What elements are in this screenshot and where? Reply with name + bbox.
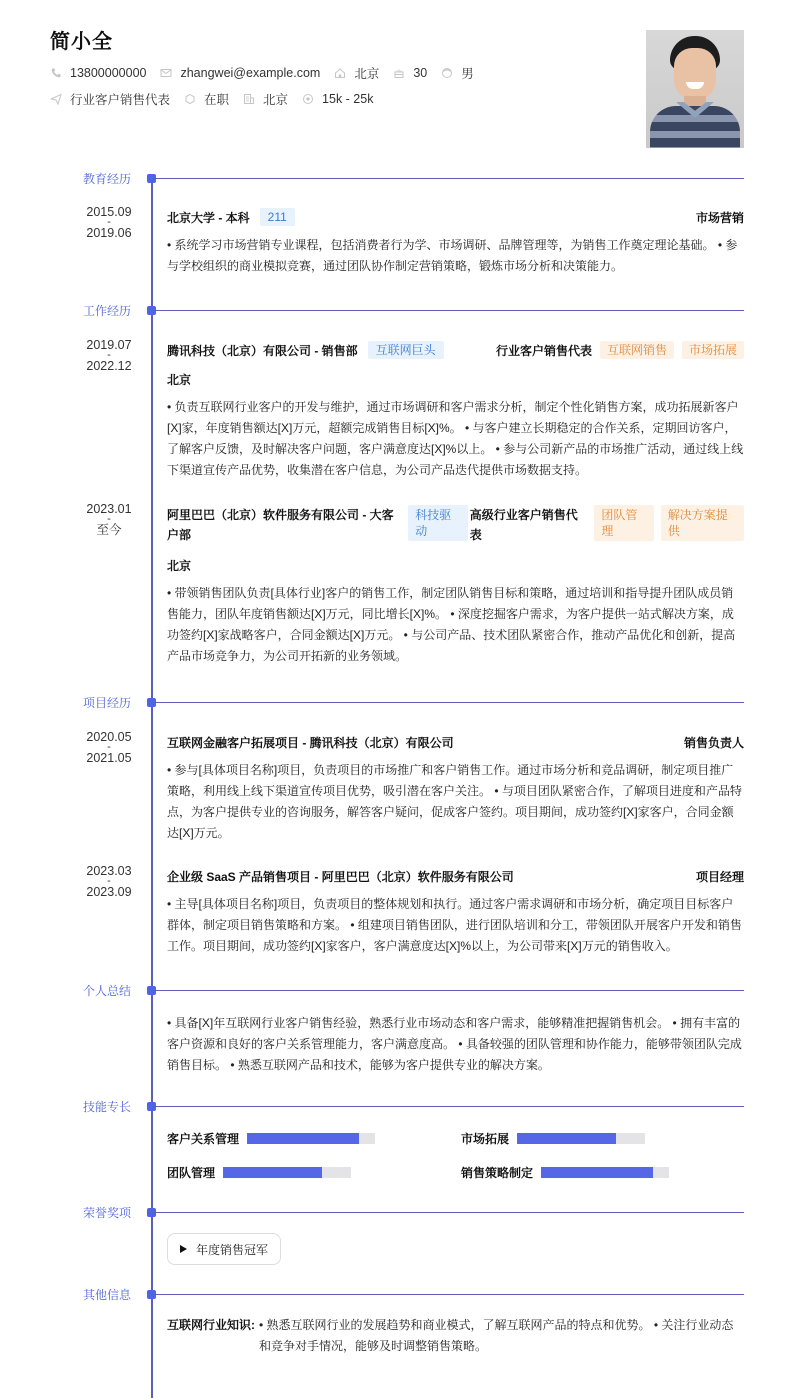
skill-item: [167, 1130, 375, 1147]
building-icon: [243, 93, 255, 105]
section-summary: [0, 983, 794, 999]
section-title-education: 教育经历: [83, 172, 132, 186]
section-divider: [152, 1294, 744, 1295]
gender: 男: [461, 67, 474, 81]
send-icon: [50, 93, 62, 105]
project-name: 互联网金融客户拓展项目 - 腾讯科技（北京）有限公司: [167, 735, 454, 750]
resume-header: [50, 28, 650, 110]
work-location: 北京: [167, 559, 192, 573]
target-position-item: [50, 90, 170, 108]
phone-item: [50, 66, 146, 80]
position-tag: 团队管理: [594, 505, 653, 541]
job-position: 高级行业客户销售代表: [469, 508, 578, 542]
skill-bar-fill: [223, 1167, 322, 1178]
section-work: [0, 303, 794, 319]
salary-icon: [302, 93, 314, 105]
award-label: 年度销售冠军: [196, 1242, 269, 1257]
work-entry-1: [167, 341, 744, 481]
summary-entry: [167, 1013, 744, 1076]
section-divider: [152, 1212, 744, 1213]
company-tag: 互联网巨头: [368, 341, 444, 359]
salary-item: [302, 92, 373, 106]
section-divider: [152, 1106, 744, 1107]
company-name: 阿里巴巴（北京）软件服务有限公司 - 大客户部: [167, 508, 394, 542]
skill-bar-fill: [247, 1133, 359, 1144]
skill-name: 市场拓展: [461, 1132, 510, 1146]
project-dates-2: 2023.03 - 2023.09: [86, 864, 132, 899]
email-item: [160, 66, 320, 80]
education-description: • 系统学习市场营销专业课程，包括消费者行为学、市场调研、品牌管理等，为销售工作奠定理论基础。 • 参与学校组织的商业模拟竞赛，通过团队协作制定营销策略，锻炼市场分析和决策能力。: [167, 238, 738, 273]
skill-name: 销售策略制定: [461, 1166, 534, 1180]
other-info-entry: [167, 1315, 744, 1357]
section-divider: [152, 178, 744, 179]
major: 市场营销: [695, 210, 744, 225]
position-tag: 解决方案提供: [661, 505, 744, 541]
section-title-work: 工作经历: [83, 304, 132, 318]
school-tag: 211: [260, 208, 295, 226]
phone-number: 13800000000: [70, 66, 147, 80]
skill-bar: [541, 1167, 669, 1178]
project-entry-1: [167, 733, 744, 844]
target-position: 行业客户销售代表: [70, 93, 171, 107]
project-role: 项目经理: [695, 869, 744, 884]
section-skills: [0, 1099, 794, 1115]
section-divider: [152, 990, 744, 991]
candidate-name: 简小全: [50, 31, 113, 53]
section-other: [0, 1287, 794, 1303]
project-name: 企业级 SaaS 产品销售项目 - 阿里巴巴（北京）软件服务有限公司: [167, 869, 514, 884]
project-role: 销售负责人: [683, 735, 744, 750]
skill-name: 团队管理: [167, 1166, 216, 1180]
work-description: • 负责互联网行业客户的开发与维护，通过市场调研和客户需求分析，制定个性化销售方案，成功拓展新客户[X]家，年度销售额达[X]万元，超额完成销售目标[X]%。 • 与客户建立长期稳定的合作关系，定期回访客户，了解客户反馈，及时解决客户问题，客户满意度达[X]%以上。 • 参与公司新产品的市场推广活动，通过线上线下渠道宣传产品优势，收集潜在客户信息，为公司产品迭代提供市场数据支持。: [167, 400, 744, 477]
skill-item: [167, 1164, 351, 1181]
city: 北京: [354, 67, 380, 81]
work-location: 北京: [167, 373, 192, 387]
gender-item: [441, 64, 474, 82]
skill-bar-fill: [517, 1133, 616, 1144]
target-city: 北京: [263, 93, 289, 107]
job-status: 在职: [204, 93, 230, 107]
home-icon: [334, 67, 346, 79]
other-info-text: • 熟悉互联网行业的发展趋势和商业模式，了解互联网产品的特点和优势。 • 关注行业动态和竞争对手情况，能够及时调整销售策略。: [259, 1318, 734, 1353]
section-title-skills: 技能专长: [83, 1100, 132, 1114]
position-tag: 市场拓展: [682, 341, 744, 359]
email-address: zhangwei@example.com: [180, 66, 321, 80]
education-dates: 2015.09 - 2019.06: [86, 205, 132, 240]
other-info-label: 互联网行业知识:: [167, 1318, 255, 1332]
section-awards: [0, 1205, 794, 1221]
job-position: 行业客户销售代表: [495, 343, 592, 358]
work-description: • 带领销售团队负责[具体行业]客户的销售工作，制定团队销售目标和策略，通过培训和指导提升团队成员销售能力，团队年度销售额达[X]万元，同比增长[X]%。 • 深度挖掘客户需求，为客户提供一站式解决方案，成功签约[X]家战略客户，合同金额达[X]万元。 • 与公司产品、技术团队紧密合作，推动产品优化和创新，提高产品市场竞争力，为公司开拓新的业务领域。: [167, 586, 736, 663]
phone-icon: [50, 67, 62, 79]
summary-text: • 具备[X]年互联网行业客户销售经验，熟悉行业市场动态和客户需求，能够精准把握销售机会。 • 拥有丰富的客户资源和良好的客户关系管理能力，客户满意度高。 • 具备较强的团队管理和协作能力，能够带领团队完成销售目标。 • 熟悉互联网产品和技术，能够为客户提供专业的解决方案。: [167, 1016, 742, 1072]
salary-range: 15k - 25k: [322, 92, 374, 106]
project-description: • 主导[具体项目名称]项目，负责项目的整体规划和执行。通过客户需求调研和市场分析，确定项目目标客户群体，制定项目销售策略和方案。 • 组建项目销售团队，进行团队培训和分工，带领团队开展客户开发和销售工作。项目期间，成功签约[X]家客户，客户满意度达[X]%以上，为公司带来[X]万元的销售收入。: [167, 897, 742, 953]
target-city-item: [243, 90, 288, 108]
section-projects: [0, 695, 794, 711]
skill-item: [461, 1130, 645, 1147]
status-icon: [184, 93, 196, 105]
work-entry-2: [167, 505, 744, 667]
contact-row: [50, 62, 650, 84]
status-item: [184, 90, 229, 108]
play-triangle-icon: [180, 1245, 187, 1253]
section-title-summary: 个人总结: [83, 984, 132, 998]
age-item: [393, 66, 427, 80]
project-description: • 参与[具体项目名称]项目，负责项目的市场推广和客户销售工作。通过市场分析和竞品调研，制定项目推广策略，利用线上线下渠道宣传项目优势，吸引潜在客户关注。 • 与项目团队紧密合作，了解项目进度和产品特点，为客户提供专业的咨询服务，解答客户疑问，促成客户签约。项目期间，成功签约[X]家客户，合同金额达[X]万元。: [167, 763, 742, 840]
age: 30: [413, 66, 428, 80]
skill-bar: [247, 1133, 375, 1144]
company-name: 腾讯科技（北京）有限公司 - 销售部: [167, 343, 358, 358]
work-dates-2: 2023.01 - 至今: [86, 502, 132, 537]
award-item[interactable]: [167, 1233, 281, 1265]
skill-item: [461, 1164, 669, 1181]
school-degree: 北京大学 - 本科: [167, 210, 250, 225]
avatar-photo: [646, 30, 744, 148]
city-item: [334, 64, 379, 82]
section-education: [0, 171, 794, 187]
skill-bar-fill: [541, 1167, 653, 1178]
age-icon: [393, 67, 405, 79]
gender-icon: [441, 67, 453, 79]
project-dates-1: 2020.05 - 2021.05: [86, 730, 132, 765]
section-title-projects: 项目经历: [83, 696, 132, 710]
section-divider: [152, 310, 744, 311]
company-tag: 科技驱动: [408, 505, 467, 541]
work-dates-1: 2019.07 - 2022.12: [86, 338, 132, 373]
skill-name: 客户关系管理: [167, 1132, 240, 1146]
project-entry-2: [167, 867, 744, 957]
section-divider: [152, 702, 744, 703]
education-entry: [167, 208, 744, 277]
section-title-other: 其他信息: [83, 1288, 132, 1302]
position-tag: 互联网销售: [600, 341, 674, 359]
skill-bar: [517, 1133, 645, 1144]
skill-bar: [223, 1167, 351, 1178]
intention-row: [50, 88, 650, 110]
mail-icon: [160, 67, 172, 79]
section-title-awards: 荣誉奖项: [83, 1206, 132, 1220]
